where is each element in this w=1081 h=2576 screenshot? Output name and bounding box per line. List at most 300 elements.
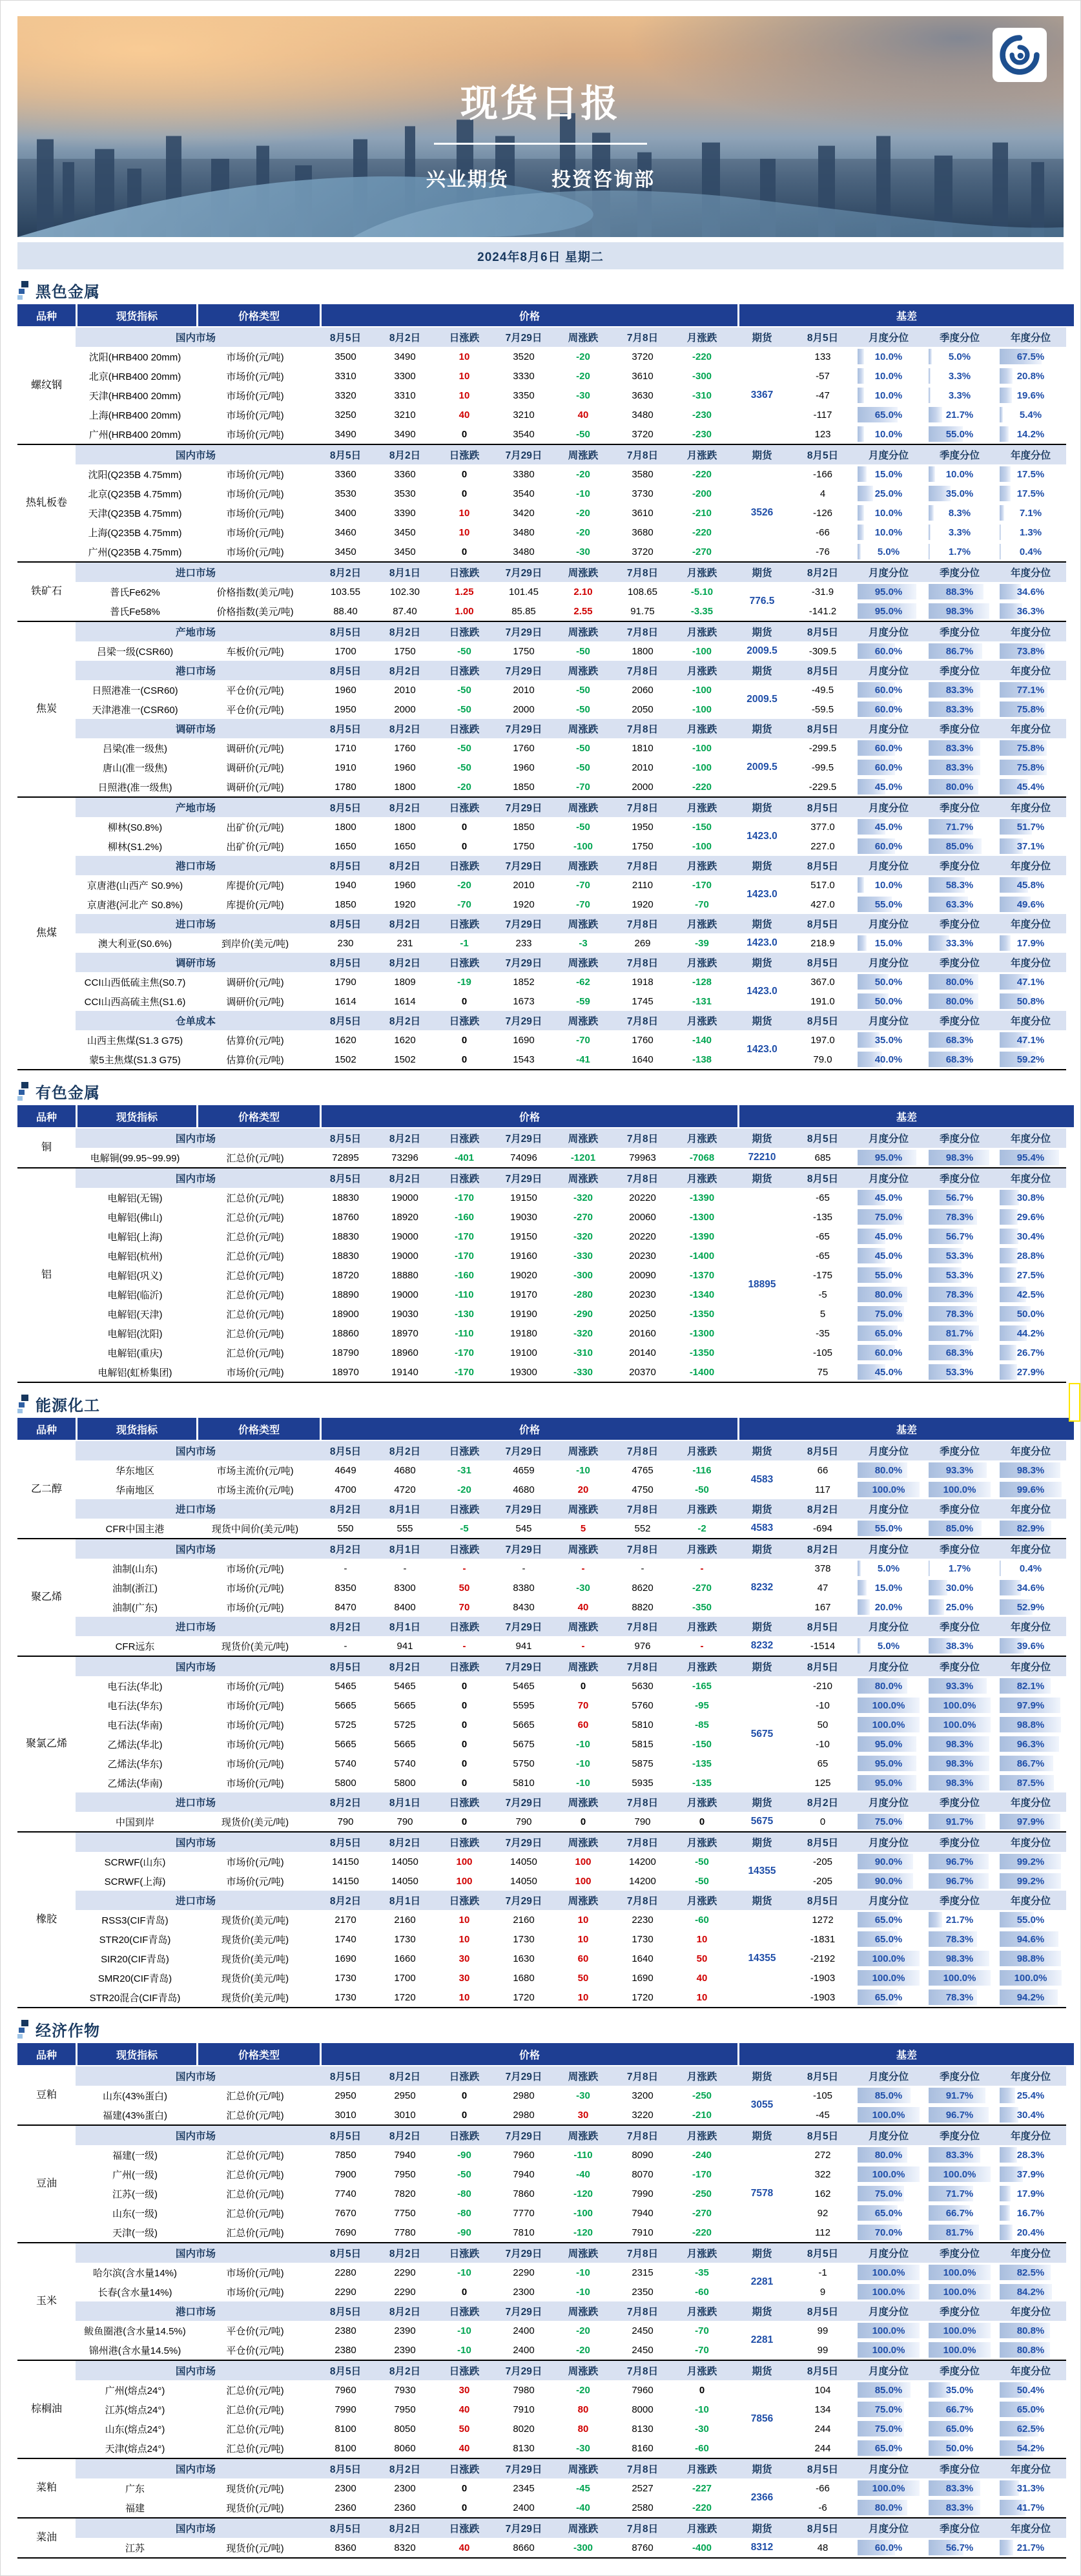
subheader-cell: 7月8日 — [626, 2072, 659, 2083]
price-type-cell: 汇总价(元/吨) — [226, 2208, 284, 2219]
price-cell: 3420 — [513, 507, 535, 519]
price-cell: 3720 — [632, 428, 654, 440]
subheader-cell: 7月29日 — [505, 1544, 542, 1555]
subheader-cell: 期货 — [752, 2307, 772, 2318]
table-row — [76, 777, 1066, 796]
percentile-cell — [929, 1345, 991, 1360]
market-rows — [76, 2380, 1066, 2458]
subheader-cell: 月涨跌 — [686, 2464, 717, 2475]
price-cell: 3390 — [394, 507, 416, 519]
price-cell: 4750 — [632, 1484, 654, 1495]
price-type-cell: 汇总价(元/吨) — [226, 1152, 284, 1164]
price-type-cell: 汇总价(元/吨) — [226, 2169, 284, 2181]
percentile-value: 30.8% — [1016, 1192, 1045, 1203]
percentile-value: 45.0% — [874, 781, 903, 793]
price-cell: 7990 — [632, 2188, 654, 2199]
subheader-cell: 7月8日 — [626, 666, 659, 677]
market-subheader — [76, 1011, 1066, 1030]
indicator-cell: 乙烯法(华南) — [107, 1778, 163, 1789]
subheader-cell: 日涨跌 — [449, 958, 480, 969]
subheader-cell: 7月29日 — [505, 333, 542, 344]
price-cell: 1780 — [335, 781, 356, 793]
change-cell: - — [581, 1640, 585, 1652]
price-cell: 2980 — [513, 2109, 535, 2121]
table-row — [76, 1929, 1066, 1949]
price-cell: 2360 — [394, 2502, 416, 2513]
subheader-cell: 7月29日 — [505, 1504, 542, 1515]
percentile-cell — [858, 1756, 920, 1771]
subheader-cell: 7月8日 — [626, 958, 659, 969]
indicator-cell: 江苏 — [125, 2542, 145, 2554]
change-cell: -220 — [692, 781, 712, 793]
table-row — [76, 2145, 1066, 2165]
table-row — [76, 972, 1066, 992]
price-cell: 20160 — [629, 1327, 656, 1339]
price-cell: 3480 — [513, 546, 535, 557]
percentile-cell — [1000, 1873, 1062, 1889]
percentile-value: 68.3% — [945, 1347, 974, 1358]
price-cell: 3450 — [394, 546, 416, 557]
table-row — [76, 523, 1066, 542]
table-row — [76, 2438, 1066, 2458]
subheader-cell: 7月8日 — [626, 333, 659, 344]
price-type-cell: 现货价(美元/吨) — [221, 1973, 289, 1984]
change-cell: -220 — [692, 468, 712, 480]
percentile-value: 88.3% — [945, 586, 974, 597]
percentile-bar — [858, 466, 867, 482]
percentile-value: 3.3% — [948, 526, 971, 538]
percentile-bar — [1000, 1561, 1001, 1576]
price-cell: 1800 — [394, 781, 416, 793]
species-block-聚氯乙烯 — [17, 1657, 1066, 1833]
table-row — [76, 1597, 1066, 1617]
price-cell: 8100 — [335, 2423, 356, 2435]
subheader-cell: 8月1日 — [389, 1622, 421, 1633]
basis-cell: 167 — [814, 1601, 831, 1613]
change-cell: -40 — [576, 2168, 590, 2180]
indicator-cell: 柳林(S0.8%) — [107, 822, 163, 833]
section-title — [17, 1077, 1066, 1105]
price-cell: 7940 — [513, 2168, 535, 2180]
species-label: 菜粕 — [36, 2482, 57, 2493]
percentile-value: 10.0% — [874, 428, 903, 440]
price-cell: 1920 — [632, 898, 654, 910]
subheader-cell: 8月5日 — [807, 2307, 839, 2318]
indicator-cell: 电石法(华东) — [107, 1700, 163, 1712]
subheader-cell: 8月2日 — [389, 1662, 421, 1673]
basis-cell: 99 — [817, 2344, 829, 2356]
species-block-聚乙烯 — [17, 1539, 1066, 1657]
price-cell: 7860 — [513, 2188, 535, 2199]
table-row — [76, 992, 1066, 1011]
percentile-value: 95.0% — [874, 1738, 903, 1750]
futures-merged-value: 2281 — [750, 2334, 774, 2345]
percentile-cell — [929, 2166, 991, 2182]
price-cell: 2315 — [632, 2267, 654, 2278]
percentile-value: 29.6% — [1016, 1211, 1045, 1223]
change-cell: 40 — [458, 2442, 470, 2454]
subheader-cell: 月度分位 — [868, 333, 909, 344]
subheader-cell: 8月1日 — [389, 1896, 421, 1907]
price-cell: 3350 — [513, 390, 535, 401]
subheader-cell: 7月29日 — [505, 568, 542, 579]
subheader-cell: 8月5日 — [329, 1174, 362, 1185]
subheader-cell: 周涨跌 — [568, 2524, 599, 2535]
table-row — [76, 1050, 1066, 1069]
percentile-bar — [1000, 426, 1009, 442]
indicator-cell: 沈阳(HRB400 20mm) — [88, 351, 181, 363]
subheader-cell: 月度分位 — [868, 2524, 909, 2535]
percentile-value: 60.0% — [874, 2542, 903, 2553]
price-cell: 2345 — [513, 2482, 535, 2494]
price-type-cell: 汇总价(元/吨) — [226, 2188, 284, 2200]
indicator-cell: 山东(熔点24°) — [105, 2424, 165, 2435]
price-cell: 2280 — [335, 2267, 356, 2278]
price-cell: 5800 — [335, 1777, 356, 1789]
price-type-cell: 市场价(元/吨) — [226, 390, 284, 402]
change-cell: 2.10 — [573, 586, 593, 597]
subheader-cell: 年度分位 — [1010, 958, 1051, 969]
table-row — [76, 1207, 1066, 1227]
table-row — [76, 601, 1066, 621]
percentile-cell — [858, 1032, 920, 1048]
subheader-cell: 8月5日 — [329, 724, 362, 735]
percentile-cell — [929, 1873, 991, 1889]
percentile-cell — [929, 1521, 991, 1536]
price-cell: 5740 — [394, 1758, 416, 1769]
percentile-value: 1.7% — [948, 546, 971, 557]
percentile-cell — [929, 388, 991, 403]
change-cell: -110 — [455, 1289, 474, 1300]
subheader-cell: 期货 — [752, 2366, 772, 2377]
price-cell: 5465 — [513, 1680, 535, 1692]
percentile-value: 50.4% — [1016, 2384, 1045, 2396]
price-type-cell: 平仓价(元/吨) — [226, 704, 284, 716]
price-cell: 2400 — [513, 2325, 535, 2336]
price-cell: 1850 — [513, 781, 535, 793]
section-title-text: 能源化工 — [36, 1397, 100, 1415]
subheader-cell: 月涨跌 — [686, 1896, 717, 1907]
price-cell: 1750 — [513, 840, 535, 852]
subheader-cell: 月度分位 — [868, 568, 909, 579]
price-cell: 8380 — [513, 1582, 535, 1594]
subheader-cell: 8月5日 — [329, 2524, 362, 2535]
price-type-cell: 市场价(元/吨) — [226, 1367, 284, 1378]
price-cell: 18830 — [332, 1231, 359, 1242]
price-cell: - — [344, 1640, 347, 1652]
price-type-cell: 市场价(元/吨) — [226, 1563, 284, 1575]
change-cell: -35 — [695, 2267, 709, 2278]
percentile-cell — [858, 1052, 920, 1067]
market-subheader — [76, 798, 1066, 817]
change-cell: 30 — [458, 1972, 470, 1984]
price-cell: 1640 — [632, 1054, 654, 1065]
percentile-cell — [929, 2323, 991, 2338]
table-row — [76, 1852, 1066, 1871]
basis-cell: -1903 — [810, 1991, 836, 2003]
indicator-cell: 天津(熔点24°) — [105, 2443, 165, 2455]
percentile-value: 19.6% — [1016, 390, 1045, 401]
change-cell: -128 — [692, 976, 712, 988]
species-block-焦煤 — [17, 798, 1066, 1070]
change-cell: 0 — [461, 821, 468, 833]
price-type-cell: 调研价(元/吨) — [226, 743, 284, 754]
indicator-cell: SCRWF(上海) — [104, 1876, 166, 1887]
percentile-value: 65.0% — [874, 1933, 903, 1945]
change-cell: -300 — [573, 1269, 593, 1281]
percentile-cell — [858, 1814, 920, 1829]
change-cell: 1.25 — [455, 586, 474, 597]
subheader-cell: 8月5日 — [329, 1446, 362, 1457]
basis-cell: 244 — [814, 2442, 831, 2454]
subheader-cell: 季度分位 — [939, 1544, 980, 1555]
table-header — [17, 2043, 1066, 2065]
price-cell: 8130 — [513, 2442, 535, 2454]
percentile-value: 10.0% — [874, 526, 903, 538]
price-cell: 1810 — [632, 742, 654, 754]
indicator-cell: 上海(Q235B 4.75mm) — [88, 527, 182, 539]
percentile-value: 100.0% — [943, 1484, 976, 1495]
percentile-value: 58.3% — [945, 879, 974, 891]
indicator-cell: 广州(熔点24°) — [105, 2385, 165, 2396]
price-type-cell: 市场价(元/吨) — [226, 1719, 284, 1731]
change-cell: 0 — [461, 995, 468, 1007]
change-cell: -100 — [573, 840, 593, 852]
market-rows — [76, 1676, 1066, 1792]
price-cell: 1918 — [632, 976, 654, 988]
change-cell: -270 — [692, 2207, 712, 2219]
change-cell: -20 — [576, 370, 590, 382]
col-basis-group: 基差 — [739, 1418, 1074, 1440]
table-row — [76, 700, 1066, 719]
indicator-cell: 上海(HRB400 20mm) — [88, 410, 181, 421]
percentile-bar — [929, 505, 934, 521]
subheader-cell: 8月2日 — [389, 1134, 421, 1145]
change-cell: 10 — [458, 526, 470, 538]
percentile-bar — [1000, 466, 1011, 482]
subheader-cell: 8月5日 — [807, 1662, 839, 1673]
price-cell: 2380 — [335, 2325, 356, 2336]
market-rows — [76, 1910, 1066, 2007]
subheader-cell: 8月2日 — [389, 1838, 421, 1849]
market-rows — [76, 2145, 1066, 2242]
subheader-cell: 7月8日 — [626, 919, 659, 930]
percentile-cell — [858, 1287, 920, 1302]
subheader-cell: 季度分位 — [939, 627, 980, 638]
percentile-bar — [1000, 2147, 1017, 2163]
change-cell: -45 — [576, 2482, 590, 2494]
price-type-cell: 市场主流价(元/吨) — [216, 1465, 294, 1477]
basis-cell: -57 — [816, 370, 830, 382]
change-cell: 0 — [580, 1816, 586, 1827]
table-row — [76, 1480, 1066, 1499]
change-cell: -100 — [692, 703, 712, 715]
percentile-value: 90.0% — [874, 1856, 903, 1867]
percentile-cell — [1000, 407, 1062, 422]
indicator-cell: 天津(一级) — [112, 2227, 158, 2239]
price-cell: 2580 — [632, 2502, 654, 2513]
percentile-value: 83.3% — [945, 703, 974, 715]
price-cell: 1850 — [335, 898, 356, 910]
percentile-cell — [929, 819, 991, 835]
percentile-value: 80.8% — [1016, 2344, 1045, 2356]
percentile-value: 17.9% — [1016, 2188, 1045, 2199]
percentile-cell — [1000, 1678, 1062, 1694]
percentile-value: 60.0% — [874, 1347, 903, 1358]
percentile-value: 1.3% — [1019, 526, 1042, 538]
price-cell: 8000 — [632, 2404, 654, 2415]
market-subheader — [76, 856, 1066, 875]
price-cell: 1960 — [513, 762, 535, 773]
change-cell: 30 — [458, 1953, 470, 1964]
price-type-cell: 出矿价(元/吨) — [226, 841, 284, 853]
futures-merged-value: 18895 — [748, 1279, 776, 1290]
change-cell: -59 — [576, 995, 590, 1007]
percentile-cell — [858, 1521, 920, 1536]
table-row — [76, 2184, 1066, 2203]
percentile-value: 80.0% — [874, 2502, 903, 2513]
subheader-cell: 8月2日 — [389, 2072, 421, 2083]
subheader-cell: 月涨跌 — [686, 2072, 717, 2083]
table-row — [76, 1636, 1066, 1656]
indicator-cell: CFR远东 — [115, 1641, 155, 1652]
market-name: 国内市场 — [175, 1446, 216, 1457]
percentile-cell — [858, 1364, 920, 1380]
percentile-value: 0.4% — [1019, 546, 1042, 557]
percentile-value: 80.8% — [1016, 2325, 1045, 2336]
price-cell: 5725 — [394, 1719, 416, 1730]
price-type-cell: 价格指数(美元/吨) — [216, 606, 294, 618]
percentile-bar — [1000, 2540, 1013, 2555]
subheader-cell: 8月5日 — [807, 1016, 839, 1027]
futures-merged-value: 14355 — [748, 1953, 776, 1964]
price-cell: 1502 — [394, 1054, 416, 1065]
subheader-cell: 月涨跌 — [686, 2524, 717, 2535]
table-row — [76, 1362, 1066, 1382]
change-cell: -30 — [695, 2423, 709, 2435]
subheader-cell: 8月5日 — [329, 2307, 362, 2318]
change-cell: 50 — [458, 2423, 470, 2435]
subheader-cell: 月涨跌 — [686, 1662, 717, 1673]
indicator-cell: CCI山西低硫主焦(S0.7) — [84, 977, 186, 988]
change-cell: -50 — [457, 762, 471, 773]
indicator-cell: STR20混合(CIF青岛) — [89, 1992, 181, 2004]
subheader-cell: 8月2日 — [329, 1504, 362, 1515]
percentile-value: 0.4% — [1019, 1563, 1042, 1574]
square-icon — [19, 1090, 25, 1095]
org-name: 兴业期货 — [426, 169, 509, 191]
percentile-value: 68.3% — [945, 1034, 974, 1046]
percentile-cell — [929, 1931, 991, 1947]
price-cell: 14050 — [391, 1856, 418, 1867]
table-row — [76, 895, 1066, 914]
percentile-value: 96.7% — [945, 1856, 974, 1867]
percentile-cell — [858, 1462, 920, 1478]
table-row — [76, 738, 1066, 758]
price-cell: 1730 — [632, 1933, 654, 1945]
percentile-cell — [1000, 1287, 1062, 1302]
percentile-bar — [929, 1912, 942, 1927]
percentile-cell — [929, 1854, 991, 1869]
subheader-cell: 日涨跌 — [449, 919, 480, 930]
price-type-cell: 调研价(元/吨) — [226, 977, 284, 988]
change-cell: -50 — [576, 821, 590, 833]
percentile-cell — [1000, 1325, 1062, 1341]
indicator-cell: 乙烯法(华东) — [107, 1758, 163, 1770]
percentile-value: 36.3% — [1016, 605, 1045, 617]
percentile-value: 56.7% — [945, 1192, 974, 1203]
change-cell: -230 — [692, 428, 712, 440]
percentile-cell — [1000, 1599, 1062, 1615]
price-cell: 19150 — [510, 1231, 537, 1242]
change-cell: -70 — [457, 898, 471, 910]
price-cell: 19000 — [391, 1231, 418, 1242]
change-cell: 0 — [580, 1680, 586, 1692]
subheader-cell: 周涨跌 — [568, 861, 599, 872]
percentile-cell — [929, 466, 991, 482]
price-cell: 8160 — [632, 2442, 654, 2454]
percentile-value: 60.0% — [874, 684, 903, 696]
indicator-cell: SIR20(CIF青岛) — [101, 1953, 169, 1965]
change-cell: -100 — [692, 742, 712, 754]
change-cell: -10 — [695, 2404, 709, 2415]
change-cell: 0 — [461, 2109, 468, 2121]
species-rows — [76, 563, 1066, 621]
market-subheader — [76, 622, 1066, 641]
price-cell: 3480 — [632, 409, 654, 421]
percentile-cell — [858, 1229, 920, 1244]
change-cell: -135 — [692, 1758, 712, 1769]
subheader-cell: 8月2日 — [389, 333, 421, 344]
market-rows — [76, 2538, 1066, 2557]
percentile-value: 78.3% — [945, 1933, 974, 1945]
futures-merged-value: 1423.0 — [746, 1044, 777, 1055]
subheader-cell: 月度分位 — [868, 724, 909, 735]
percentile-cell — [1000, 1931, 1062, 1947]
percentile-cell — [929, 1482, 991, 1497]
subheader-cell: 7月29日 — [505, 666, 542, 677]
percentile-value: 37.9% — [1016, 2168, 1045, 2180]
subheader-cell: 期货 — [752, 861, 772, 872]
percentile-bar — [929, 388, 931, 403]
basis-cell: 133 — [814, 351, 831, 362]
price-cell: 1730 — [394, 1933, 416, 1945]
indicator-cell: 京唐港(山西产 S0.9%) — [87, 880, 183, 891]
change-cell: -350 — [692, 1601, 712, 1613]
species-rows — [76, 2519, 1066, 2557]
percentile-value: 45.0% — [874, 1250, 903, 1262]
price-cell: 3630 — [632, 390, 654, 401]
futures-merged-value: 1423.0 — [746, 889, 777, 900]
price-cell: 2390 — [394, 2344, 416, 2356]
price-cell: 14150 — [332, 1856, 359, 1867]
price-type-cell: 现货价(美元/吨) — [221, 1816, 289, 1828]
subheader-cell: 8月2日 — [329, 1544, 362, 1555]
percentile-cell — [1000, 2107, 1062, 2123]
percentile-cell — [1000, 2323, 1062, 2338]
subheader-cell: 日涨跌 — [449, 1896, 480, 1907]
percentile-value: 5.4% — [1019, 409, 1042, 421]
price-cell: 4720 — [394, 1484, 416, 1495]
subheader-cell: 月度分位 — [868, 861, 909, 872]
price-cell: 3520 — [513, 351, 535, 362]
percentile-value: 5.0% — [877, 546, 900, 557]
species-rows — [76, 1539, 1066, 1656]
market-name: 调研市场 — [175, 724, 216, 735]
subheader-cell: 月涨跌 — [686, 1016, 717, 1027]
subheader-cell: 季度分位 — [939, 1446, 980, 1457]
percentile-bar — [1000, 407, 1003, 422]
